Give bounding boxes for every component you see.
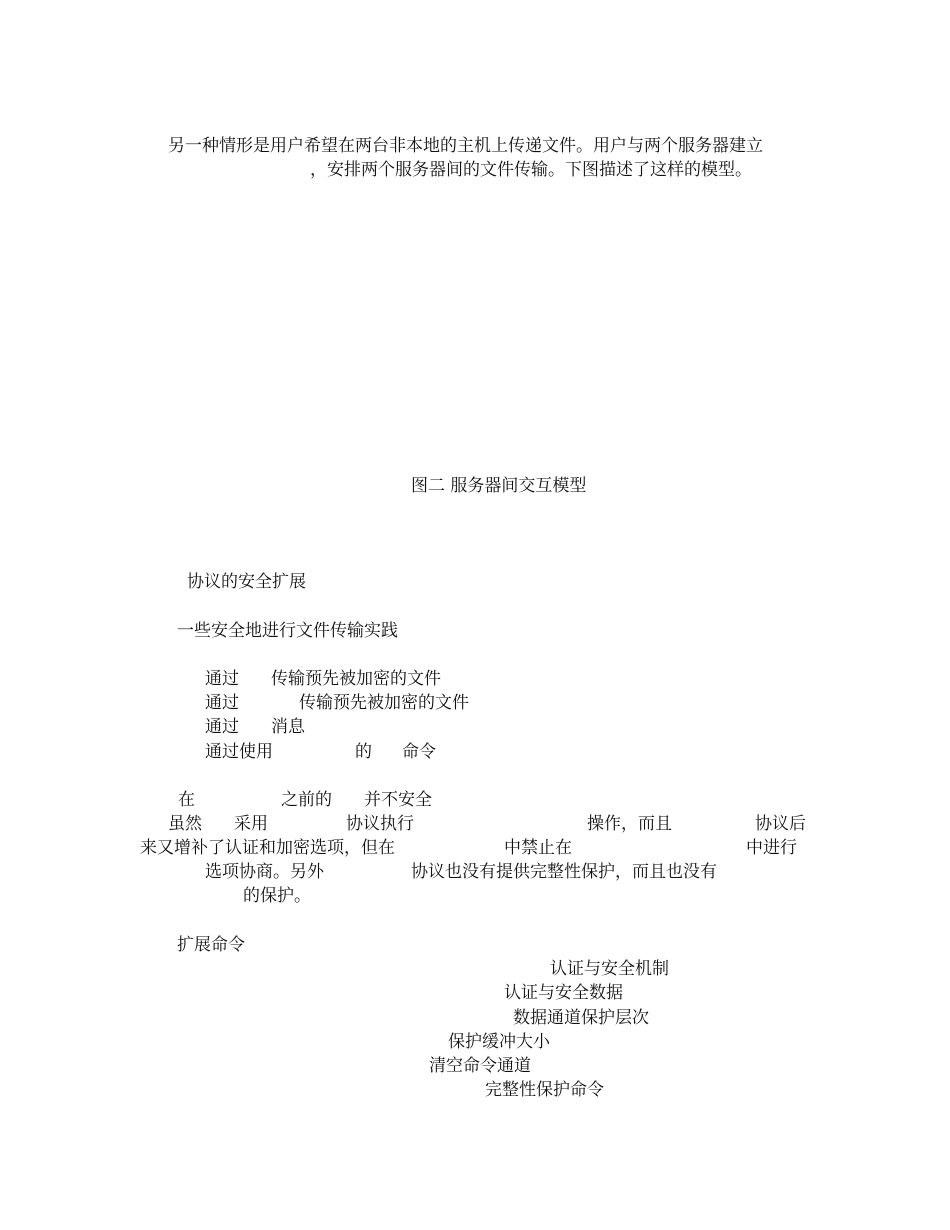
text-fragment: 协议后	[755, 814, 806, 834]
text-fragment: 协议也没有提供完整性保护，而且也没有	[411, 862, 717, 882]
text-fragment: 来又增补了认证和加密选项，但在	[140, 838, 395, 858]
text-fragment: 的保护。	[243, 886, 311, 906]
command-item: 认证与安全数据	[504, 983, 623, 1003]
list-item-text: 的	[355, 742, 372, 762]
text-fragment: 并不安全	[364, 790, 432, 810]
list-item: 通过使用	[205, 742, 273, 762]
list-item-text: 消息	[271, 717, 305, 737]
text-fragment: 虽然	[168, 814, 202, 834]
text-fragment: 采用	[234, 814, 268, 834]
text-fragment: 选项协商。另外	[205, 862, 324, 882]
text-fragment: 操作，而且	[587, 814, 672, 834]
command-item: 保护缓冲大小	[448, 1032, 550, 1052]
text-fragment: 之前的	[281, 790, 332, 810]
figure-caption: 图二 服务器间交互模型	[411, 476, 587, 496]
list-item-text: 传输预先被加密的文件	[299, 693, 469, 713]
command-item: 数据通道保护层次	[513, 1008, 649, 1028]
section-heading: 协议的安全扩展	[187, 572, 306, 592]
list-item: 通过	[205, 669, 239, 689]
text-fragment: 中禁止在	[504, 838, 572, 858]
text-fragment: 中进行	[746, 838, 797, 858]
practices-heading: 一些安全地进行文件传输实践	[177, 621, 398, 641]
command-item: 清空命令通道	[429, 1056, 531, 1076]
intro-line-1: 另一种情形是用户希望在两台非本地的主机上传递文件。用户与两个服务器建立	[168, 136, 763, 156]
intro-line-2: ，安排两个服务器间的文件传输。下图描述了这样的模型。	[310, 160, 752, 180]
list-item-text: 命令	[402, 742, 436, 762]
list-item-text: 传输预先被加密的文件	[271, 669, 441, 689]
command-item: 完整性保护命令	[485, 1080, 604, 1100]
command-item: 认证与安全机制	[550, 959, 669, 979]
text-fragment: 在	[178, 790, 195, 810]
list-item: 通过	[205, 693, 239, 713]
text-fragment: 协议执行	[346, 814, 414, 834]
list-item: 通过	[205, 717, 239, 737]
extension-heading: 扩展命令	[177, 935, 245, 955]
